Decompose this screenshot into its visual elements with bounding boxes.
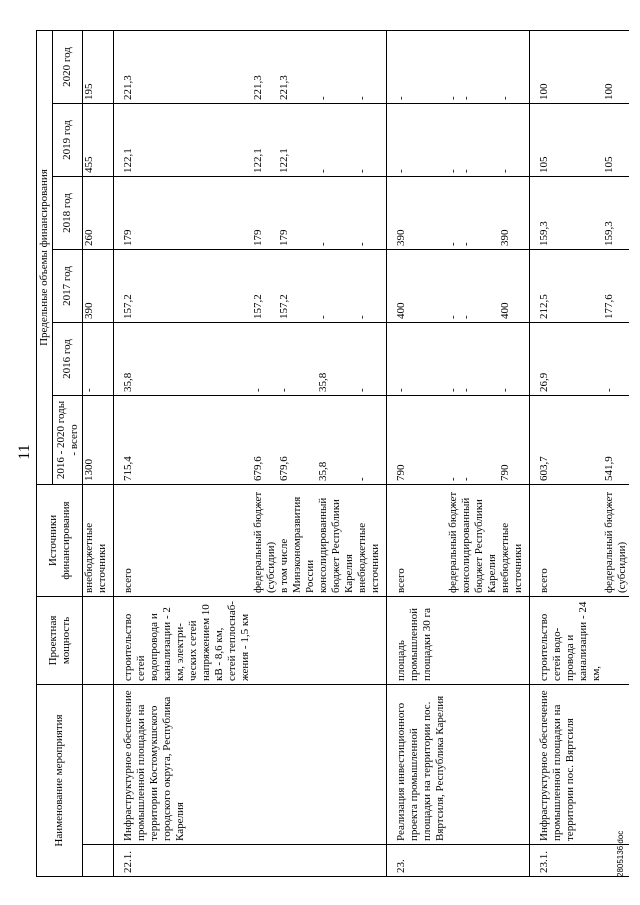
value-total: 679,6: [278, 396, 317, 485]
value-2020: -: [499, 31, 530, 104]
table-row: [252, 31, 278, 877]
item-name: [499, 685, 530, 845]
item-capacity: [83, 597, 114, 685]
item-number: [252, 845, 278, 877]
item-number: [317, 845, 356, 877]
item-name: [356, 685, 387, 845]
table-row: [603, 31, 629, 877]
value-2020: -: [447, 31, 460, 104]
funding-source: всего: [387, 485, 448, 597]
value-2017: 157,2: [252, 250, 278, 323]
item-name: Реализация инвестиционного проекта промышленной площадки на территории пос. Вяртсиля, Республика Карелия: [387, 685, 448, 845]
funding-source: всего: [530, 485, 604, 597]
value-2018: 159,3: [603, 177, 629, 250]
item-capacity: [499, 597, 530, 685]
value-2020: 221,3: [278, 31, 317, 104]
item-number: 23.: [387, 845, 448, 877]
header-name: Наименование мероприятия: [37, 685, 83, 877]
item-capacity: [447, 597, 460, 685]
table-row: [499, 31, 530, 877]
doc-id: 2805136.doc: [616, 830, 625, 877]
value-2016: -: [278, 323, 317, 396]
item-name: Инфраструктурное обеспечение промышленной площадки на территории Костомукшского городского округа, Республика Карелия: [114, 685, 253, 845]
value-2020: 100: [530, 31, 604, 104]
header-sources: Источники финансирования: [37, 485, 83, 597]
table-body: [83, 31, 630, 877]
header-year-2016: 2016 год: [53, 323, 83, 396]
item-capacity: [278, 597, 317, 685]
header-volumes: Предельные объемы финансирования: [37, 31, 53, 485]
value-total: 715,4: [114, 396, 253, 485]
item-number: 22.1.: [114, 845, 253, 877]
value-2019: -: [387, 104, 448, 177]
value-2018: 179: [278, 177, 317, 250]
value-total: 541,9: [603, 396, 629, 485]
item-name: [252, 685, 278, 845]
table-row: [387, 31, 448, 877]
value-total: -: [460, 396, 499, 485]
value-2017: -: [317, 250, 356, 323]
funding-source: внебюджетные источники: [83, 485, 114, 597]
item-number: [499, 845, 530, 877]
value-total: 679,6: [252, 396, 278, 485]
item-name: [603, 685, 629, 845]
item-number: [460, 845, 499, 877]
item-number: [356, 845, 387, 877]
value-2018: -: [356, 177, 387, 250]
value-2016: -: [603, 323, 629, 396]
value-2020: -: [460, 31, 499, 104]
table-row: [530, 31, 604, 877]
financing-table: [36, 30, 629, 877]
value-2018: -: [460, 177, 499, 250]
value-2016: -: [356, 323, 387, 396]
value-2016: -: [499, 323, 530, 396]
value-total: 1300: [83, 396, 114, 485]
funding-source: внебюджетные источники: [356, 485, 387, 597]
table-row: [278, 31, 317, 877]
value-2018: -: [317, 177, 356, 250]
table-row: [356, 31, 387, 877]
value-2020: 100: [603, 31, 629, 104]
funding-source: консолидированный бюджет Республики Карелия: [317, 485, 356, 597]
value-2020: -: [317, 31, 356, 104]
value-2016: -: [252, 323, 278, 396]
header-total: 2016 - 2020 годы - всего: [53, 396, 83, 485]
value-2019: 455: [83, 104, 114, 177]
item-number: [83, 845, 114, 877]
value-2016: 35,8: [317, 323, 356, 396]
value-2017: 400: [387, 250, 448, 323]
value-total: 790: [499, 396, 530, 485]
item-name: [447, 685, 460, 845]
funding-source: внебюджетные источники: [499, 485, 530, 597]
value-2016: -: [460, 323, 499, 396]
value-2018: -: [447, 177, 460, 250]
value-2017: 177,6: [603, 250, 629, 323]
value-2019: 105: [603, 104, 629, 177]
item-capacity: [317, 597, 356, 685]
header-capacity: Проектная мощность: [37, 597, 83, 685]
value-2019: 122,1: [114, 104, 253, 177]
item-capacity: [603, 597, 629, 685]
header-year-2018: 2018 год: [53, 177, 83, 250]
item-number: 23.1.: [530, 845, 604, 877]
item-capacity: площадь промышленной площадки 30 га: [387, 597, 448, 685]
value-2017: 157,2: [278, 250, 317, 323]
value-2020: 221,3: [114, 31, 253, 104]
funding-source: федеральный бюджет (субсидии): [252, 485, 278, 597]
value-2017: -: [356, 250, 387, 323]
value-2018: 260: [83, 177, 114, 250]
item-capacity: [460, 597, 499, 685]
table-row: [447, 31, 460, 877]
value-2019: -: [447, 104, 460, 177]
value-2017: -: [447, 250, 460, 323]
value-2016: 26,9: [530, 323, 604, 396]
header-year-2020: 2020 год: [53, 31, 83, 104]
value-total: -: [356, 396, 387, 485]
value-2019: 122,1: [278, 104, 317, 177]
page-number: 11: [16, 444, 33, 460]
value-2020: 195: [83, 31, 114, 104]
value-2016: -: [83, 323, 114, 396]
value-total: 790: [387, 396, 448, 485]
table-row: [83, 31, 114, 877]
value-2019: -: [317, 104, 356, 177]
funding-source: консолидированный бюджет Республики Карелия: [460, 485, 499, 597]
funding-source: всего: [114, 485, 253, 597]
item-name: [278, 685, 317, 845]
value-total: 35,8: [317, 396, 356, 485]
value-2016: -: [387, 323, 448, 396]
value-2016: -: [447, 323, 460, 396]
item-name: [317, 685, 356, 845]
table-row: [114, 31, 253, 877]
value-2020: -: [356, 31, 387, 104]
value-total: -: [447, 396, 460, 485]
item-name: [460, 685, 499, 845]
value-2019: 122,1: [252, 104, 278, 177]
item-capacity: строительство сетей водо-провода и канализации - 24 км,: [530, 597, 604, 685]
value-2017: 400: [499, 250, 530, 323]
value-2017: 212,5: [530, 250, 604, 323]
table-row: [317, 31, 356, 877]
value-2017: 157,2: [114, 250, 253, 323]
value-2018: 179: [114, 177, 253, 250]
value-2019: -: [356, 104, 387, 177]
value-2018: 390: [387, 177, 448, 250]
item-capacity: [356, 597, 387, 685]
item-number: [278, 845, 317, 877]
funding-source: федеральный бюджет: [447, 485, 460, 597]
header-year-2017: 2017 год: [53, 250, 83, 323]
value-2018: 179: [252, 177, 278, 250]
value-2020: 221,3: [252, 31, 278, 104]
value-2018: 390: [499, 177, 530, 250]
value-total: 603,7: [530, 396, 604, 485]
funding-source: в том числе Минэкономразвития России: [278, 485, 317, 597]
item-name: [83, 685, 114, 845]
item-capacity: строительство сетей водопровода и канализации - 2 км, электри-ческих сетей напряжением 10 кВ - 8,6 км, сетей теплоснаб-жения - 1,5 км: [114, 597, 253, 685]
funding-source: федеральный бюджет (субсидии): [603, 485, 629, 597]
value-2019: -: [499, 104, 530, 177]
value-2016: 35,8: [114, 323, 253, 396]
table-row: [460, 31, 499, 877]
item-capacity: [252, 597, 278, 685]
value-2018: 159,3: [530, 177, 604, 250]
value-2019: 105: [530, 104, 604, 177]
header-year-2019: 2019 год: [53, 104, 83, 177]
value-2017: 390: [83, 250, 114, 323]
value-2020: -: [387, 31, 448, 104]
item-number: [447, 845, 460, 877]
value-2017: -: [460, 250, 499, 323]
item-name: Инфраструктурное обеспечение промышленной площадки на территории пос. Вяртсиля: [530, 685, 604, 845]
value-2019: -: [460, 104, 499, 177]
